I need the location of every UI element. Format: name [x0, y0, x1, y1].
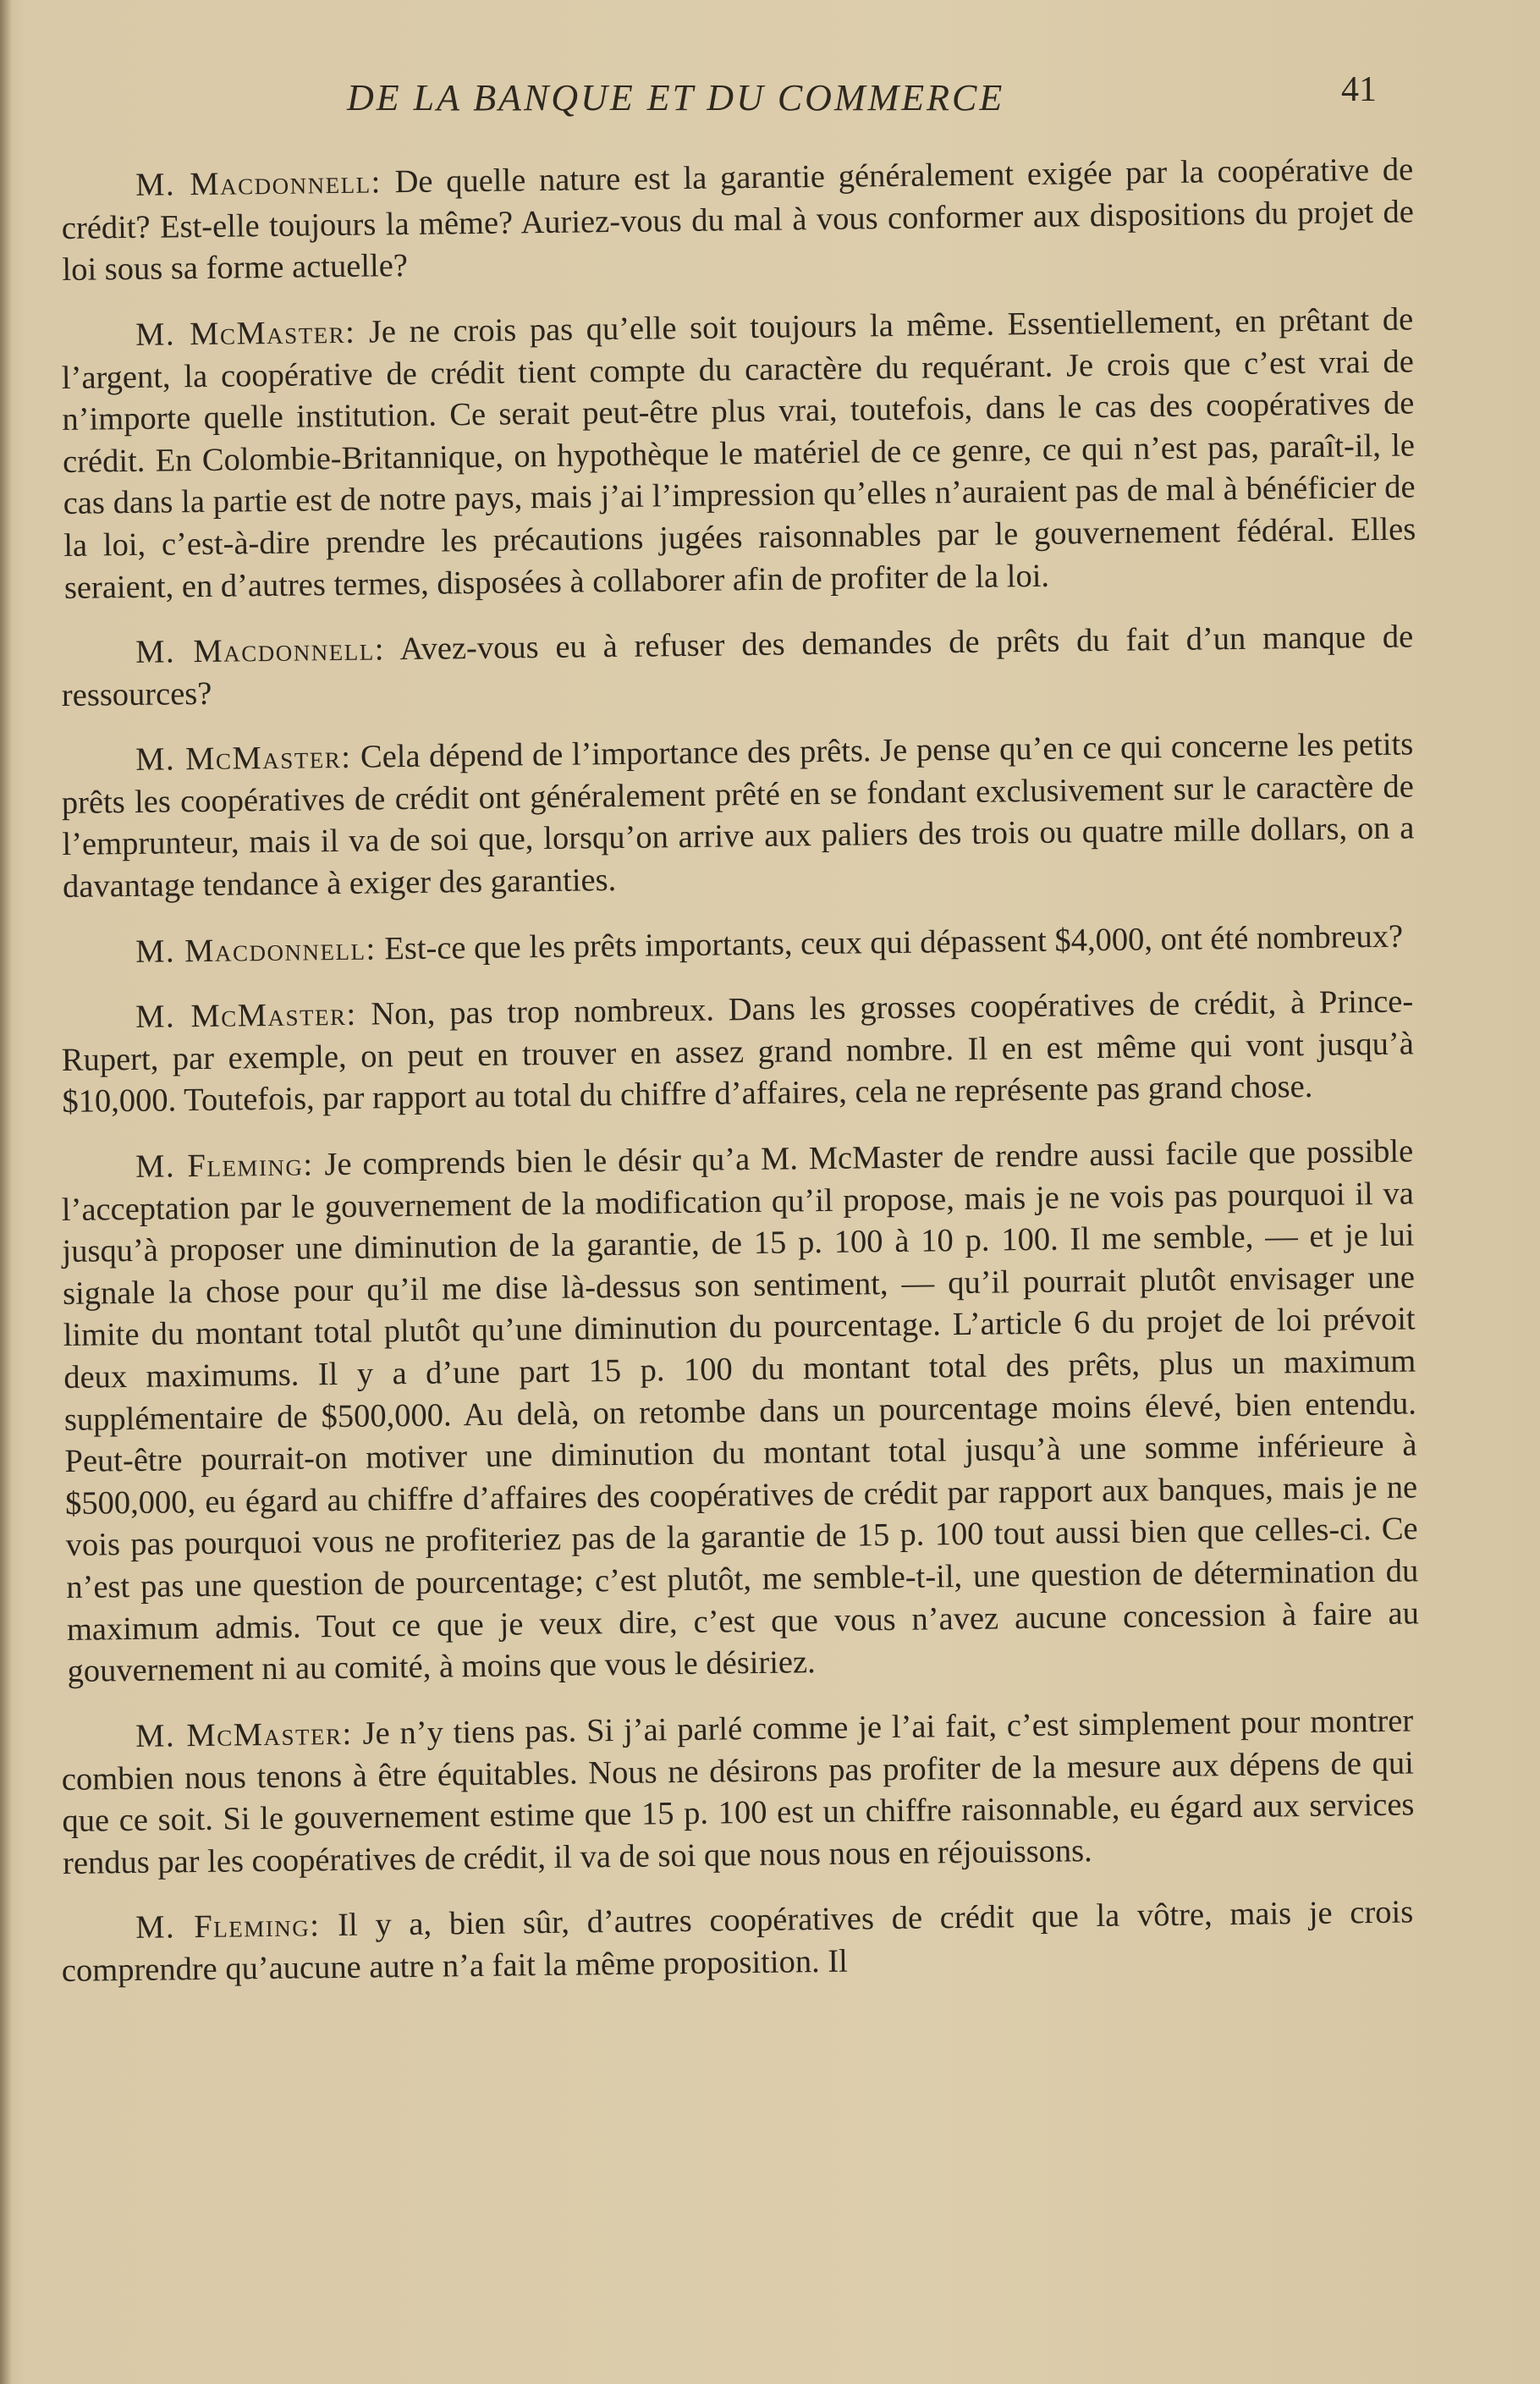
paragraph — [61, 1700, 1415, 1885]
paragraph — [61, 1131, 1420, 1693]
paragraph-text: Avez-vous eu à refuser des demandes de prêts du fait d’un manque de ressources? — [61, 619, 1414, 713]
paragraph-text: Je comprends bien le désir qu’a M. McMaster de rendre aussi facile que possible l’acceptation par le gouvernement de la modification qu’il propose, mais je ne vois pas pourquoi il va jusqu’à proposer une diminution de la garantie, de 15 p. 100 à 10 p. 100. Il me semble, — et je lui signale la chose pour qu’il me dise là-dessus son sentiment, — qu’il pourrait plutôt envisager une limite du montant total plutôt qu’une diminution du pourcentage. L’article 6 du projet de loi prévoit deux maximums. Il y a d’une part 15 p. 100 du montant total des prêts, plus un maximum supplémentaire de $500,000. Au delà, on retombe dans un pourcentage moins élevé, bien entendu. Peut-être pourrait-on motiver une diminution du montant total jusqu’à une somme inférieure à $500,000, eu égard au chiffre d’affaires des coopératives de crédit par rapport aux banques, mais je ne vois pas pourquoi vous ne profiteriez pas de la garantie de 15 p. 100 tout aussi bien que celles-ci. Ce n’est pas une question de pourcentage; c’est plutôt, me semble-t-il, une question de détermination du maximum admis. Tout ce que je veux dire, c’est que vous n’avez aucune concession à faire au gouvernement ni au comité, à moins que vous le désiriez. — [61, 1133, 1420, 1689]
page-number: 41 — [1341, 70, 1377, 109]
paragraph — [61, 1891, 1414, 1992]
speaker-name: M. McMaster: — [135, 739, 352, 779]
paragraph-text: De quelle nature est la garantie généralement exigée par la coopérative de crédit? Est-elle toujours la même? Auriez-vous du mal à vous conformer aux dispositions du projet de loi sous sa forme actuelle? — [61, 151, 1415, 289]
transcript-body — [61, 151, 1420, 2016]
speaker-name: M. Macdonnell: — [135, 631, 386, 670]
binding-shadow — [0, 0, 12, 2384]
paragraph-text: Je n’y tiens pas. Si j’ai parlé comme je l’ai fait, c’est simplement pour montrer combien nous tenons à être équitables. Nous ne désirons pas profiter de la mesure aux dépens de qui que ce soit. Si le gouvernement estime que 15 p. 100 est un chiffre raisonnable, eu égard aux services rendus par les coopératives de crédit, il va de soi que nous nous en réjouissons. — [61, 1703, 1415, 1881]
paragraph-text: Il y a, bien sûr, d’autres coopératives de crédit que la vôtre, mais je crois comprendre qu’aucune autre n’a fait la même proposition. Il — [61, 1894, 1414, 1989]
paragraph — [61, 299, 1416, 609]
speaker-name: M. Fleming: — [135, 1147, 314, 1185]
speaker-name: M. Macdonnell: — [135, 164, 382, 203]
paragraph-text: Est-ce que les prêts importants, ceux qui dépassent $4,000, ont été nombreux? — [384, 918, 1404, 966]
speaker-name: M. McMaster: — [135, 314, 356, 353]
paragraph — [61, 982, 1415, 1124]
paragraph — [61, 149, 1415, 291]
running-header — [0, 68, 1540, 135]
paragraph-text: Je ne crois pas qu’elle soit toujours la même. Essentiellement, en prêtant de l’argent, la coopérative de crédit tient compte du caractère du requérant. Je crois que c’est vrai de n’importe quelle institution. Ce serait peut-être plus vrai, toutefois, dans le cas des coopératives de crédit. En Colombie-Britannique, on hypothèque le matériel de ce genre, ce qui n’est pas, paraît-il, le cas dans la partie est de notre pays, mais j’ai l’impression qu’elles n’auraient pas de mal à bénéficier de la loi, c’est-à-dire prendre les précautions jugées raisonnables par le gouvernement fédéral. Elles seraient, en d’autres termes, disposées à collaborer afin de profiter de la loi. — [61, 301, 1416, 606]
speaker-name: M. Fleming: — [135, 1908, 321, 1946]
speaker-name: M. McMaster: — [135, 1715, 353, 1754]
speaker-name: M. Macdonnell: — [135, 930, 377, 970]
paragraph-text: Non, pas trop nombreux. Dans les grosses coopératives de crédit, à Prince-Rupert, par exemple, on peut en trouver en assez grand nombre. Il en est même qui vont jusqu’à $10,000. Toutefois, par rapport au total du chiffre d’affaires, cela ne représente pas grand chose. — [61, 983, 1415, 1120]
paragraph-text: Cela dépend de l’importance des prêts. Je pense qu’en ce qui concerne les petits prêts les coopératives de crédit ont généralement prêté en se fondant exclusivement sur le caractère de l’emprunteur, mais il va de soi que, lorsqu’on arrive aux paliers des trois ou quatre mille dollars, on a davantage tendance à exiger des garanties. — [61, 726, 1415, 905]
running-title: DE LA BANQUE ET DU COMMERCE — [347, 77, 1005, 118]
paragraph — [61, 724, 1415, 909]
paragraph — [61, 916, 1413, 974]
paragraph — [61, 616, 1414, 717]
speaker-name: M. McMaster: — [135, 996, 357, 1036]
